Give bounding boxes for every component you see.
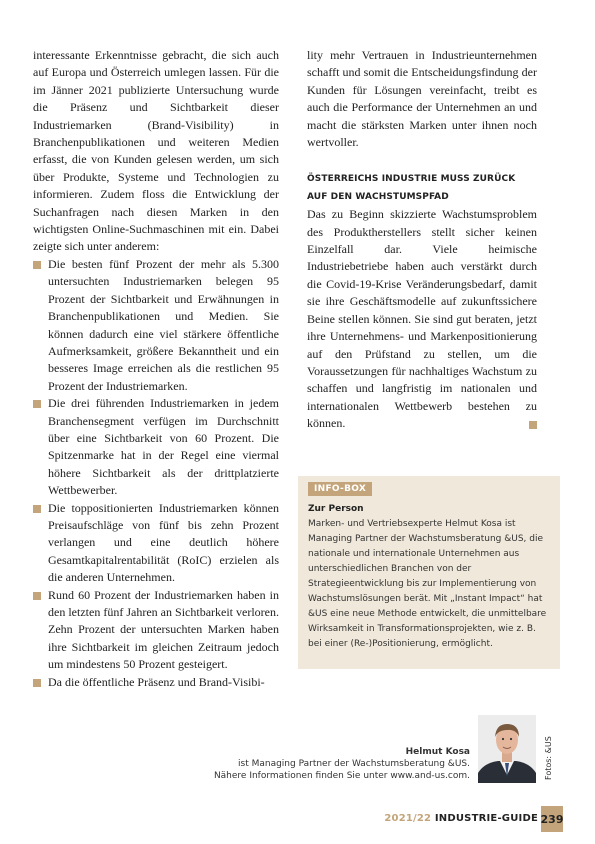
- portrait-caption-line2: Nähere Informationen finden Sie unter www.and-us.com.: [213, 771, 470, 781]
- list-item: Rund 60 Prozent der Industriemarken haben in den letzten fünf Jahren an Sichtbarkeit verloren. Zehn Prozent der untersuchten Marken haben ihre Sichtbarkeit im gleichen Zeitraum jedoch um mindestens 50 Prozent gesteigert.: [33, 587, 279, 674]
- continuation-paragraph: lity mehr Vertrauen in Industrieunternehmen schafft und somit die Entscheidungsfindung der Kunden für Lösungen vereinfacht, treibt es auch die Performance der Unternehmen an und macht die stärksten Marken unter ihnen noch wertvoller.: [307, 48, 537, 150]
- photo-credit: Fotos: &US: [544, 736, 553, 780]
- footer-guide: INDUSTRIE-GUIDE: [434, 813, 538, 824]
- end-mark-icon: [529, 421, 537, 429]
- info-box: [298, 476, 560, 669]
- info-box-text: Marken- und Vertriebsexperte Helmut Kosa ist Managing Partner der Wachstumsberatung &US, die nationale und internationale Unternehmen aus unterschiedlichen Branchen von der Strategieentwicklung bis zur Implementierung von Wachstumslösungen berät. Mit „Instant Impact“ hat &US eine neue Methode entwickelt, die unmittelbare Wirksamkeit in Transformationsprojekten, wie z. B. bei einer (Re-)Positionierung, ermöglicht.: [308, 519, 547, 649]
- footer-running-title: [384, 813, 538, 824]
- bullet-square-icon: [33, 679, 41, 687]
- list-item: Die toppositionierten Industriemarken können Preisaufschläge von fünf bis zehn Prozent verlangen und eine deutlich höhere Gesamtkapitalrentabilität (RoIC) erzielen als die anderen Unternehmen.: [33, 500, 279, 587]
- section-heading: ÖSTERREICHS INDUSTRIE MUSS ZURÜCK AUF DEN WACHSTUMSPFAD: [307, 174, 516, 202]
- footer-year: 2021/22: [384, 813, 432, 824]
- list-item: Da die öffentliche Präsenz und Brand-Visibi-: [33, 674, 279, 691]
- list-item: Die drei führenden Industriemarken in jedem Branchensegment verfügen im Durchschnitt über eine Sichtbarkeit von 60 Prozent. Die Spitzenmarke hat in der Regel eine viermal höhere Sichtbarkeit als der drittplatzierte Wettbewerber.: [33, 395, 279, 499]
- page-number: 239: [541, 806, 563, 832]
- list-item: Die besten fünf Prozent der mehr als 5.300 untersuchten Industriemarken belegen 95 Prozent der Sichtbarkeit und Erwähnungen in Branchenpublikationen und Medien. Sie können dadurch eine viel stärkere öffentliche Aufmerksamkeit, größere Bekanntheit und ein besseres Image erreichen als die restlichen 95 Prozent der Industriemarken.: [33, 256, 279, 395]
- section-paragraph: Das zu Beginn skizzierte Wachstumsproblem des Produktherstellers stellt sicher keinen Einzelfall dar. Viele heimische Industriebetriebe haben auch verstärkt durch die Covid-19-Krise Veränderungsbedarf, damit sie ihre Geschäftsmodelle auf zukunftssichere Beine stellen können. Sie sind gut beraten, jetzt ihre Unternehmens- und Markenpositionierung auf den Prüfstand zu stellen, um die Voraussetzungen für nachhaltiges Wachstum zu schaffen und langfristig im nationalen und internationalen Wettbewerb bestehen zu können.: [307, 207, 537, 431]
- portrait-caption-line1: ist Managing Partner der Wachstumsberatung &US.: [238, 759, 470, 769]
- info-box-content: [308, 502, 548, 652]
- findings-list: [33, 256, 279, 691]
- portrait-caption: [214, 746, 470, 782]
- info-box-subtitle: Zur Person: [308, 504, 364, 514]
- portrait-photo: [478, 715, 536, 783]
- portrait-name: Helmut Kosa: [405, 747, 470, 757]
- left-column: [33, 47, 279, 691]
- right-column: [307, 47, 537, 433]
- bullet-square-icon: [33, 400, 41, 408]
- bullet-square-icon: [33, 505, 41, 513]
- info-box-label: INFO-BOX: [308, 482, 372, 496]
- bullet-square-icon: [33, 261, 41, 269]
- bullet-square-icon: [33, 592, 41, 600]
- intro-paragraph: interessante Erkenntnisse gebracht, die sich auch auf Europa und Österreich umlegen lassen. Für die im Jänner 2021 publizierte Untersuchung wurde die Präsenz und Sichtbarkeit dieser Industriemarken (Brand-Visibility) in Branchenpublikationen und weiteren Medien erfasst, die von Kunden gelesen werden, um sich über Produkte, Systeme und Technologien zu informieren. Zudem floss die Entwicklung der Suchanfragen nach diesen Marken in den wichtigsten Online-Suchmaschinen mit ein. Dabei zeigte sich unter anderem:: [33, 48, 279, 254]
- person-portrait-icon: [478, 715, 536, 783]
